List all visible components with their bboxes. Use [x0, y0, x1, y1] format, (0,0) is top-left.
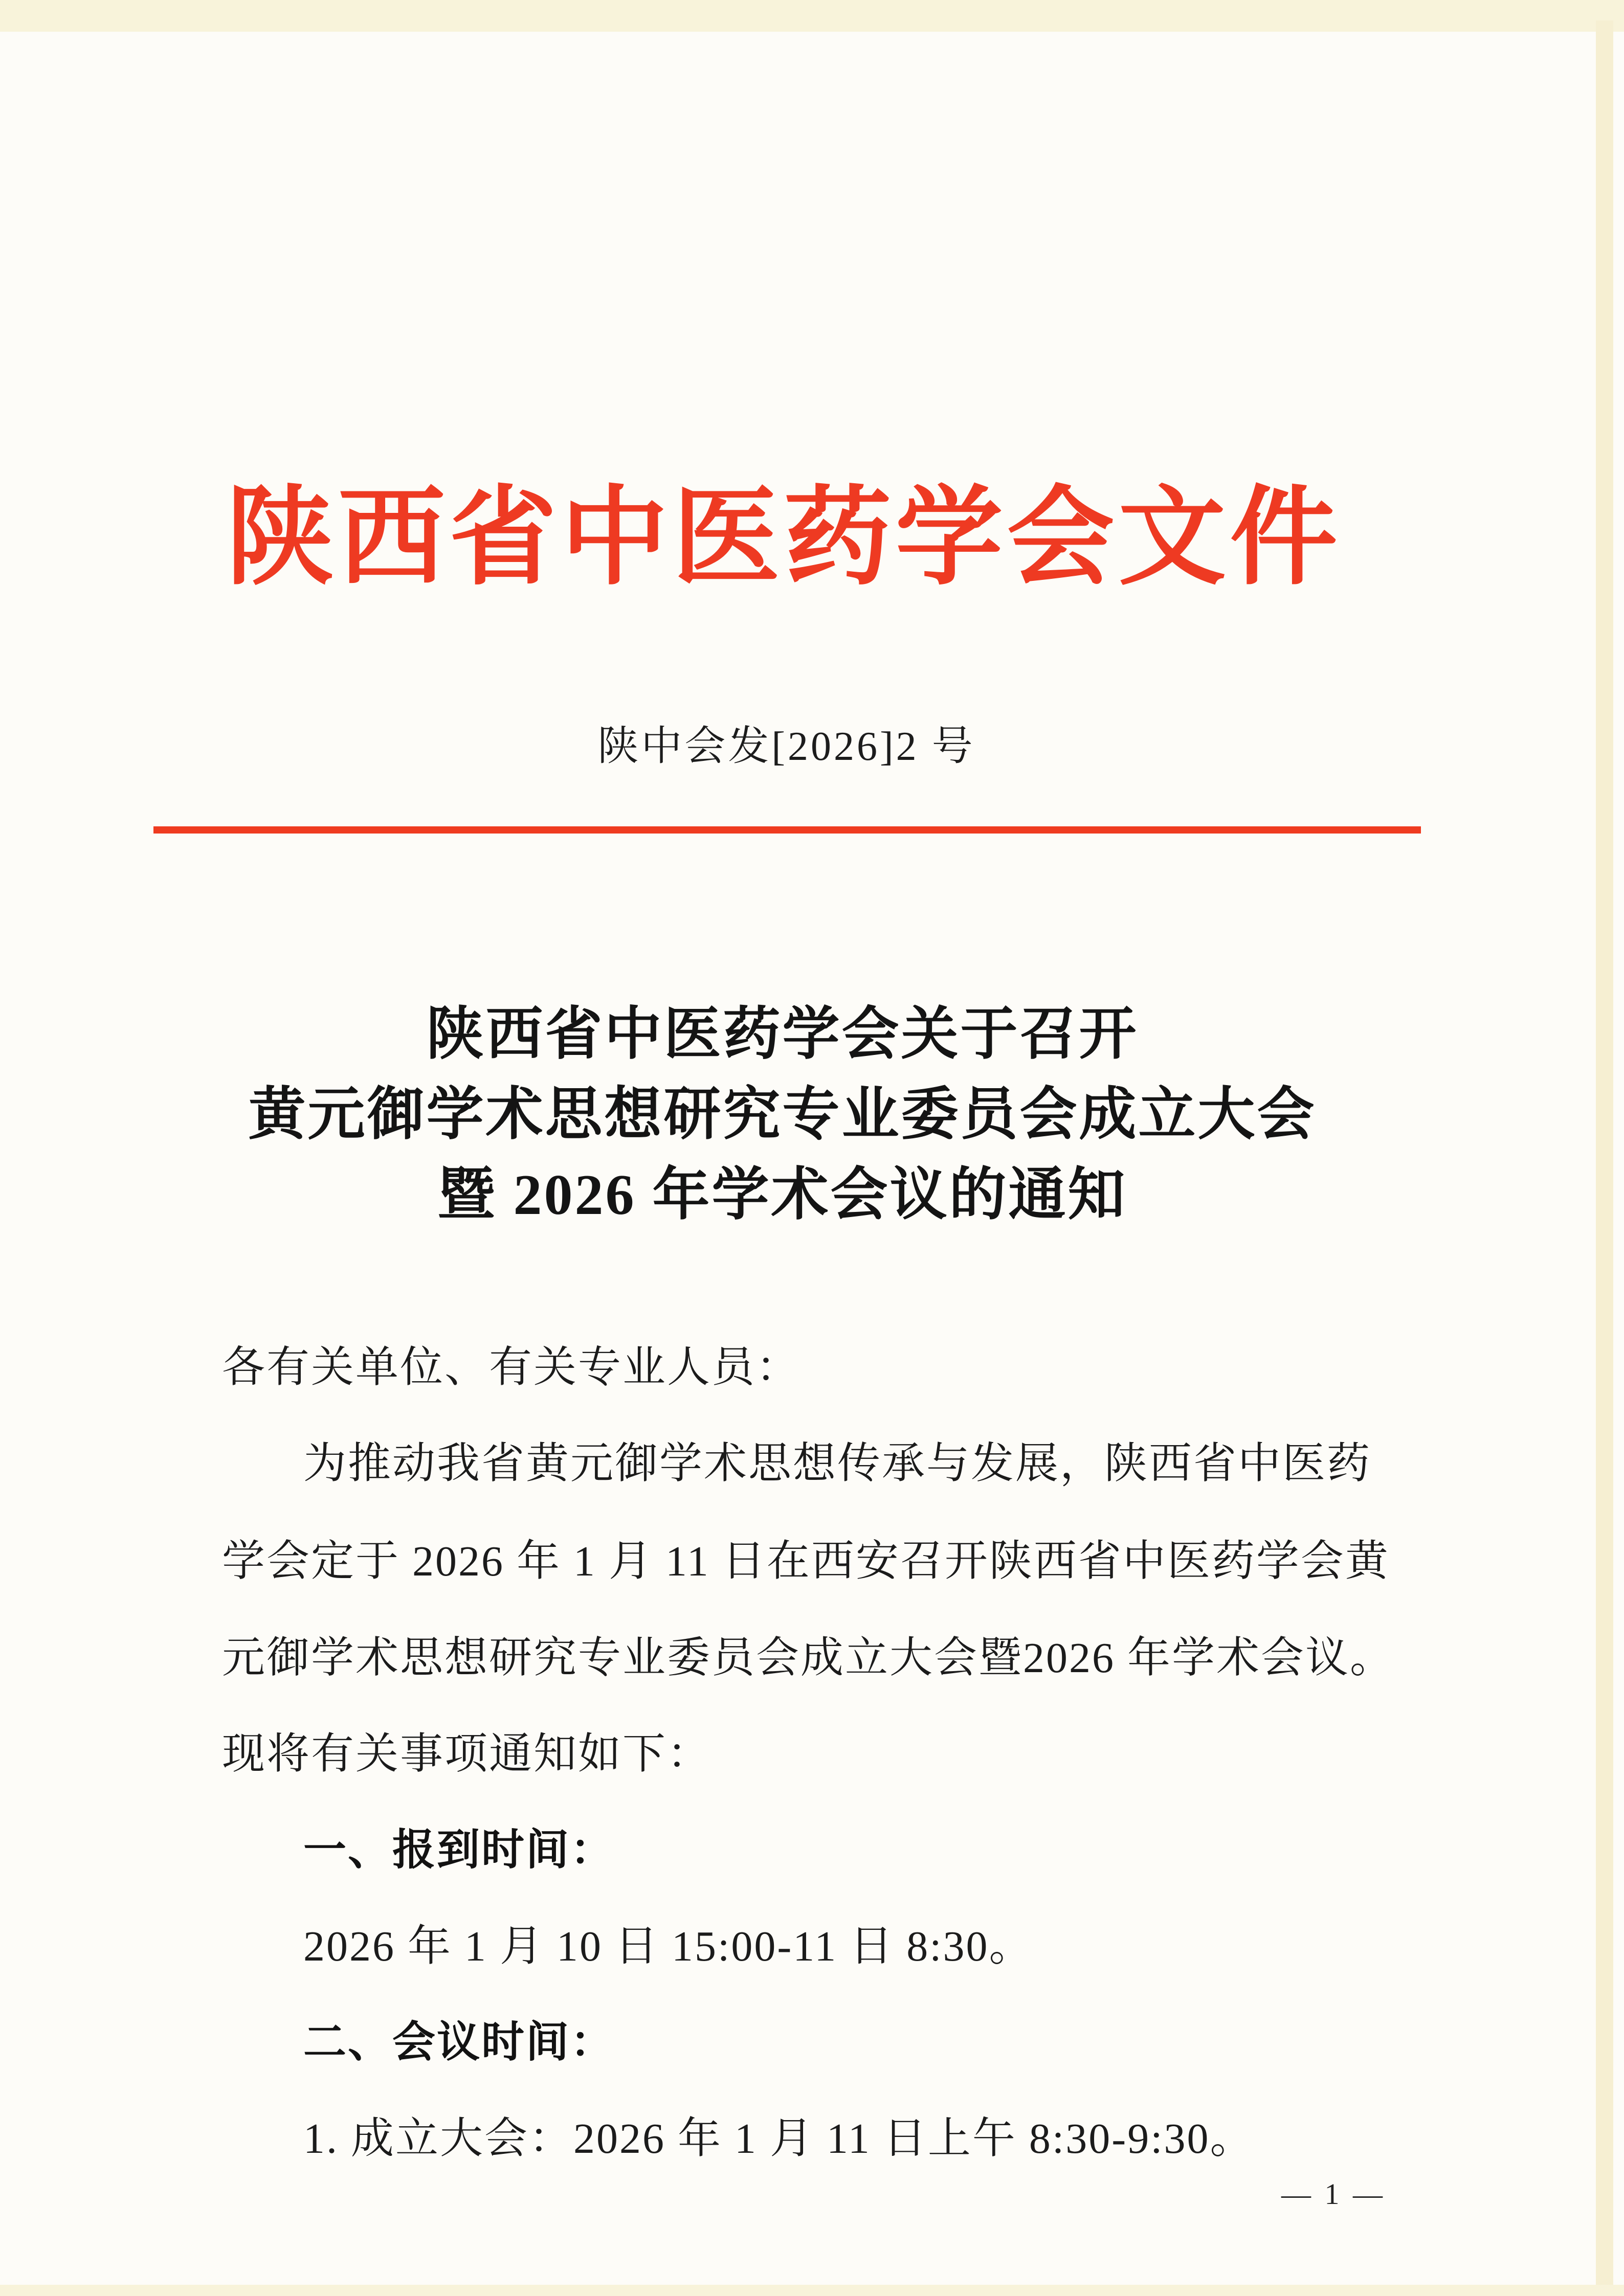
section2-heading: 二、会议时间： [303, 2019, 615, 2066]
paragraph-line-4: 现将有关事项通知如下： [222, 1730, 712, 1778]
section2-text: 1. 成立大会：2026 年 1 月 11 日上午 8:30-9:30。 [303, 2115, 1255, 2163]
doc-title [0, 995, 1594, 1235]
org-header-title: 陕西省中医药学会文件 [226, 479, 1342, 598]
salutation: 各有关单位、有关专业人员： [222, 1344, 801, 1391]
doc-title-line-3: 暨 2026 年学术会议的通知 [437, 1163, 1127, 1227]
doc-title-line-2: 黄元御学术思想研究专业委员会成立大会 [248, 1083, 1317, 1146]
paragraph-line-2: 学会定于 2026 年 1 月 11 日在西安召开陕西省中医药学会黄 [222, 1538, 1390, 1585]
page-number: — 1 — [1281, 2177, 1386, 2211]
doc-number: 陕中会发[2026]2 号 [597, 724, 975, 769]
scan-edge-right [1596, 20, 1613, 2296]
section1-heading: 一、报到时间： [303, 1827, 615, 1874]
doc-title-line-1: 陕西省中医药学会关于召开 [426, 1003, 1139, 1066]
paragraph-line-1: 为推动我省黄元御学术思想传承与发展，陕西省中医药 [303, 1440, 1372, 1488]
scan-edge-bottom [0, 2285, 1624, 2296]
paragraph-line-3: 元御学术思想研究专业委员会成立大会暨2026 年学术会议。 [222, 1634, 1395, 1682]
scan-edge-top [0, 0, 1624, 32]
red-divider-line [153, 826, 1421, 834]
section1-text: 2026 年 1 月 10 日 15:00-11 日 8:30。 [303, 1923, 1034, 1970]
